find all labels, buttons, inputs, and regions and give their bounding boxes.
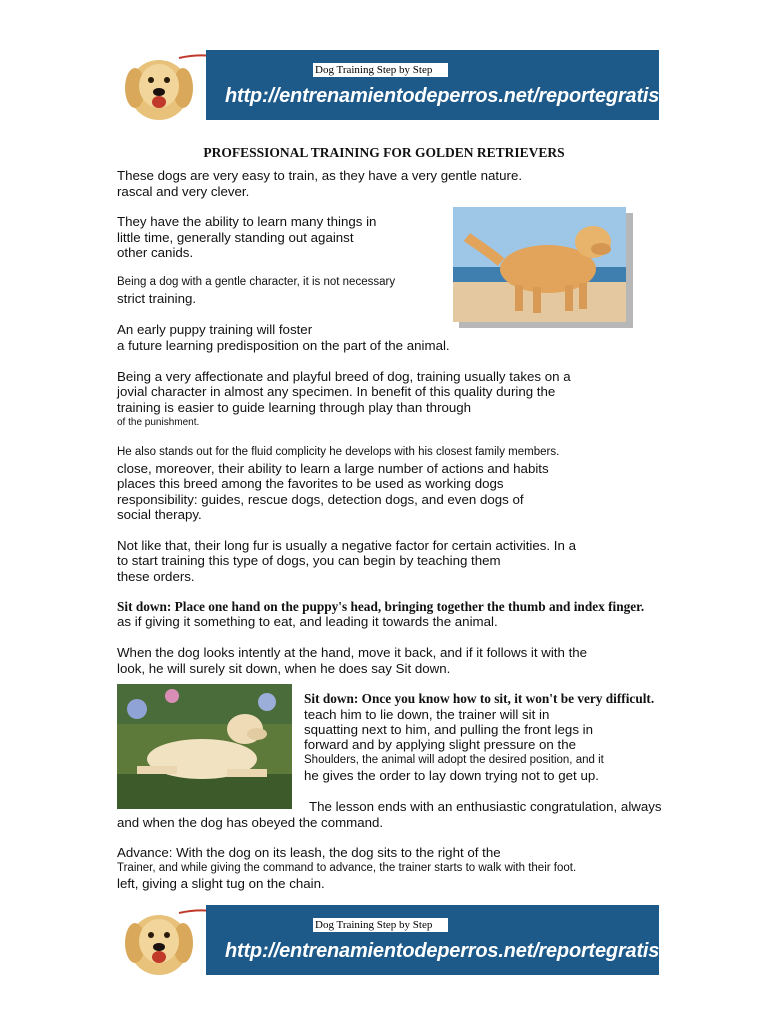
paragraph-8-line-2: as if giving it something to eat, and leading it towards the animal. bbox=[117, 614, 498, 629]
paragraph-7-line-2: to start training this type of dogs, you can begin by teaching them bbox=[117, 553, 501, 568]
page-title: PROFESSIONAL TRAINING FOR GOLDEN RETRIEVERS bbox=[203, 145, 565, 160]
paragraph-5-line-2: jovial character in almost any specimen. In benefit of this quality during the bbox=[117, 384, 556, 399]
golden-retriever-beach-photo bbox=[453, 207, 626, 322]
paragraph-6-line-5: social therapy. bbox=[117, 507, 202, 522]
paragraph-7-line-3: these orders. bbox=[117, 569, 195, 584]
paragraph-4-line-2: a future learning predisposition on the part of the animal. bbox=[117, 338, 450, 353]
paragraph-9-line-1: When the dog looks intently at the hand, move it back, and if it follows it with the bbox=[117, 645, 588, 660]
paragraph-10-line-3: squatting next to him, and pulling the front legs in bbox=[304, 722, 594, 737]
paragraph-2-line-3: other canids. bbox=[117, 245, 194, 260]
paragraph-6-line-4: responsibility: guides, rescue dogs, detection dogs, and even dogs of bbox=[117, 492, 524, 507]
banner-url-link[interactable]: http://entrenamientodeperros.net/reportegratis bbox=[225, 940, 660, 962]
paragraph-10-line-4: forward and by applying slight pressure on the bbox=[304, 737, 577, 752]
paragraph-6-line-1: He also stands out for the fluid complicity he develops with his closest family members. bbox=[117, 446, 560, 458]
paragraph-5-line-1: Being a very affectionate and playful breed of dog, training usually takes on a bbox=[117, 369, 571, 384]
paragraph-10-line-6: he gives the order to lay down trying not to get up. bbox=[304, 768, 599, 783]
paragraph-4-line-1: An early puppy training will foster bbox=[117, 322, 313, 337]
paragraph-11-line-2: and when the dog has obeyed the command. bbox=[117, 815, 384, 830]
paragraph-2-line-1: They have the ability to learn many things in bbox=[117, 214, 377, 229]
paragraph-1-line-2: rascal and very clever. bbox=[117, 184, 250, 199]
footer-banner bbox=[117, 905, 659, 975]
paragraph-7-line-1: Not like that, their long fur is usually a negative factor for certain activities. In a bbox=[117, 538, 576, 553]
banner-label: Dog Training Step by Step bbox=[313, 63, 448, 77]
banner-label: Dog Training Step by Step bbox=[313, 918, 448, 932]
paragraph-12-line-1: Advance: With the dog on its leash, the dog sits to the right of the bbox=[117, 845, 501, 860]
golden-retriever-lying-photo bbox=[117, 684, 292, 809]
paragraph-2-line-2: little time, generally standing out against bbox=[117, 230, 354, 245]
paragraph-3-line-1: Being a dog with a gentle character, it is not necessary bbox=[117, 276, 396, 288]
paragraph-12-line-3: left, giving a slight tug on the chain. bbox=[117, 876, 325, 891]
banner-url-link[interactable]: http://entrenamientodeperros.net/reportegratis bbox=[225, 85, 660, 107]
paragraph-10-line-5: Shoulders, the animal will adopt the desired position, and it bbox=[304, 754, 604, 766]
paragraph-10-line-2: teach him to lie down, the trainer will sit in bbox=[304, 707, 550, 722]
header-banner bbox=[117, 50, 659, 120]
paragraph-12-line-2: Trainer, and while giving the command to advance, the trainer starts to walk with their foot. bbox=[117, 862, 577, 874]
paragraph-1-line-1: These dogs are very easy to train, as they have a very gentle nature. bbox=[117, 168, 523, 183]
paragraph-10-bold: Sit down: Once you know how to sit, it won't be very difficult. bbox=[304, 691, 655, 706]
paragraph-9-line-2: look, he will surely sit down, when he does say Sit down. bbox=[117, 661, 451, 676]
paragraph-11-line-1: The lesson ends with an enthusiastic congratulation, always bbox=[309, 799, 662, 814]
paragraph-6-line-3: places this breed among the favorites to be used as working dogs bbox=[117, 476, 504, 491]
paragraph-3-line-2: strict training. bbox=[117, 291, 197, 306]
paragraph-8-bold: Sit down: Place one hand on the puppy's head, bringing together the thumb and index finger. bbox=[117, 599, 645, 614]
paragraph-6-line-2: close, moreover, their ability to learn a large number of actions and habits bbox=[117, 461, 549, 476]
paragraph-5-line-3: training is easier to guide learning through play than through bbox=[117, 400, 472, 415]
paragraph-5-line-4: of the punishment. bbox=[117, 417, 200, 428]
